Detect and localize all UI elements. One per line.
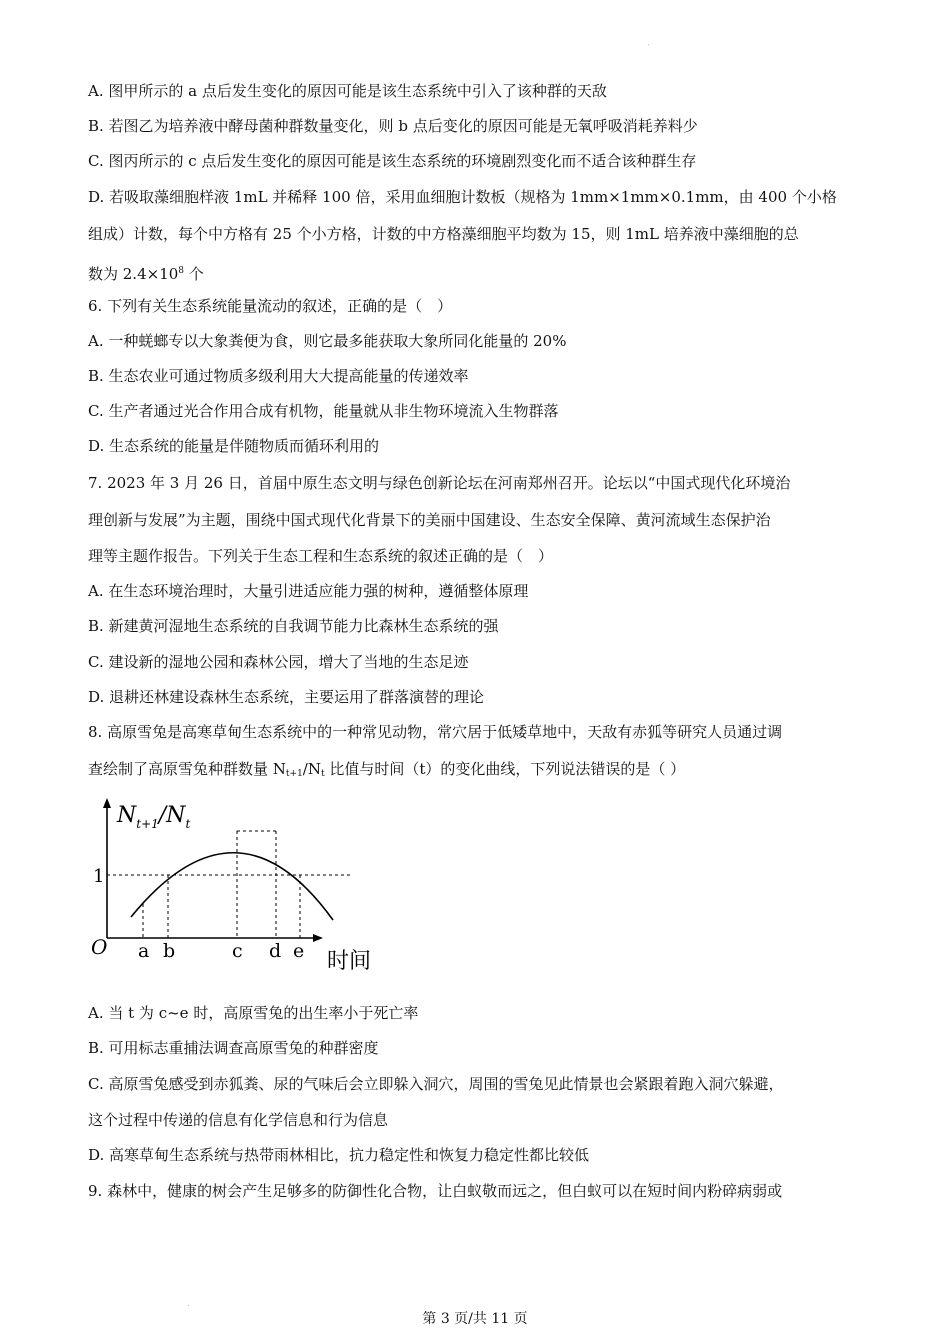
option-5d-line2: 组成）计数，每个中方格有 25 个小方格，计数的中方格藻细胞平均数为 15，则 1mL 培养液中藻细胞的总 <box>88 225 799 243</box>
option-7d: D. 退耕还林建设森林生态系统，主要运用了群落演替的理论 <box>88 688 485 706</box>
option-5c: C. 图丙所示的 c 点后发生变化的原因可能是该生态系统的环境剧烈变化而不适合该种群生存 <box>88 152 697 170</box>
scan-dot <box>648 44 649 45</box>
ratio-curve <box>131 853 333 920</box>
x-tick-e: e <box>293 940 305 962</box>
option-6b: B. 生态农业可通过物质多级利用大大提高能量的传递效率 <box>88 367 469 385</box>
option-8c-line2: 这个过程中传递的信息有化学信息和行为信息 <box>88 1111 389 1129</box>
question-7-line1: 7. 2023 年 3 月 26 日，首届中原生态文明与绿色创新论坛在河南郑州召开。论坛以“中国式现代化环境治 <box>88 474 791 492</box>
option-5a: A. 图甲所示的 a 点后发生变化的原因可能是该生态系统中引入了该种群的天敌 <box>88 82 607 100</box>
option-5b: B. 若图乙为培养液中酵母菌种群数量变化，则 b 点后变化的原因可能是无氧呼吸消耗养料少 <box>88 117 698 135</box>
question-7-line3: 理等主题作报告。下列关于生态工程和生态系统的叙述正确的是（ ） <box>88 547 554 565</box>
question-9-line1: 9. 森林中，健康的树会产生足够多的防御性化合物，让白蚁敬而远之，但白蚁可以在短时间内粉碎病弱或 <box>88 1182 783 1200</box>
scan-dot <box>188 1305 189 1306</box>
question-6: 6. 下列有关生态系统能量流动的叙述，正确的是（ ） <box>88 297 453 315</box>
option-7a: A. 在生态环境治理时，大量引进适应能力强的树种，遵循整体原理 <box>88 582 529 600</box>
option-7b: B. 新建黄河湿地生态系统的自我调节能力比森林生态系统的强 <box>88 617 499 635</box>
option-8c-line1: C. 高原雪兔感受到赤狐粪、尿的气味后会立即躲入洞穴，周围的雪兔见此情景也会紧跟着跑入洞穴躲避， <box>88 1075 784 1093</box>
question-8-line2: 查绘制了高原雪兔种群数量 $N_{t+1}/N_t$ 比值与时间（t）的变化曲线，下列说法错误的是（ ） <box>88 760 686 779</box>
population-ratio-chart <box>85 790 395 980</box>
page-footer: 第 3 页/共 11 页 <box>422 1311 528 1327</box>
question-8-line1: 8. 高原雪兔是高寒草甸生态系统中的一种常见动物，常穴居于低矮草地中，天敌有赤狐等研究人员通过调 <box>88 723 783 741</box>
question-7-line2: 理创新与发展”为主题，围绕中国式现代化背景下的美丽中国建设、生态安全保障、黄河流域生态保护治 <box>88 511 771 529</box>
x-tick-b: b <box>163 940 176 962</box>
option-8b: B. 可用标志重捕法调查高原雪兔的种群密度 <box>88 1039 379 1057</box>
x-axis-arrow <box>313 934 323 942</box>
option-8a: A. 当 t 为 c~e 时，高原雪兔的出生率小于死亡率 <box>88 1004 419 1022</box>
y-axis-arrow <box>103 798 111 808</box>
x-axis-label: 时间 <box>327 949 372 974</box>
option-8d: D. 高寒草甸生态系统与热带雨林相比，抗力稳定性和恢复力稳定性都比较低 <box>88 1146 590 1164</box>
origin-label: O <box>91 935 108 959</box>
x-tick-c: c <box>232 940 243 962</box>
option-6a: A. 一种蜣螂专以大象粪便为食，则它最多能获取大象所同化能量的 20% <box>88 332 567 350</box>
x-tick-a: a <box>138 940 150 962</box>
option-5d-line1: D. 若吸取藻细胞样液 1mL 并稀释 100 倍，采用血细胞计数板（规格为 1mm×1mm×0.1mm，由 400 个小格 <box>88 188 837 206</box>
option-6d: D. 生态系统的能量是伴随物质而循环利用的 <box>88 437 380 455</box>
y-axis-label: $N_{t+1}/N_t$ <box>117 803 191 831</box>
y-ref-label: 1 <box>93 866 105 887</box>
option-5d-line3: 数为 $2.4\times 10^8$ 个 <box>88 265 204 283</box>
option-7c: C. 建设新的湿地公园和森林公园，增大了当地的生态足迹 <box>88 653 469 671</box>
option-6c: C. 生产者通过光合作用合成有机物，能量就从非生物环境流入生物群落 <box>88 402 559 420</box>
x-tick-d: d <box>269 940 282 962</box>
